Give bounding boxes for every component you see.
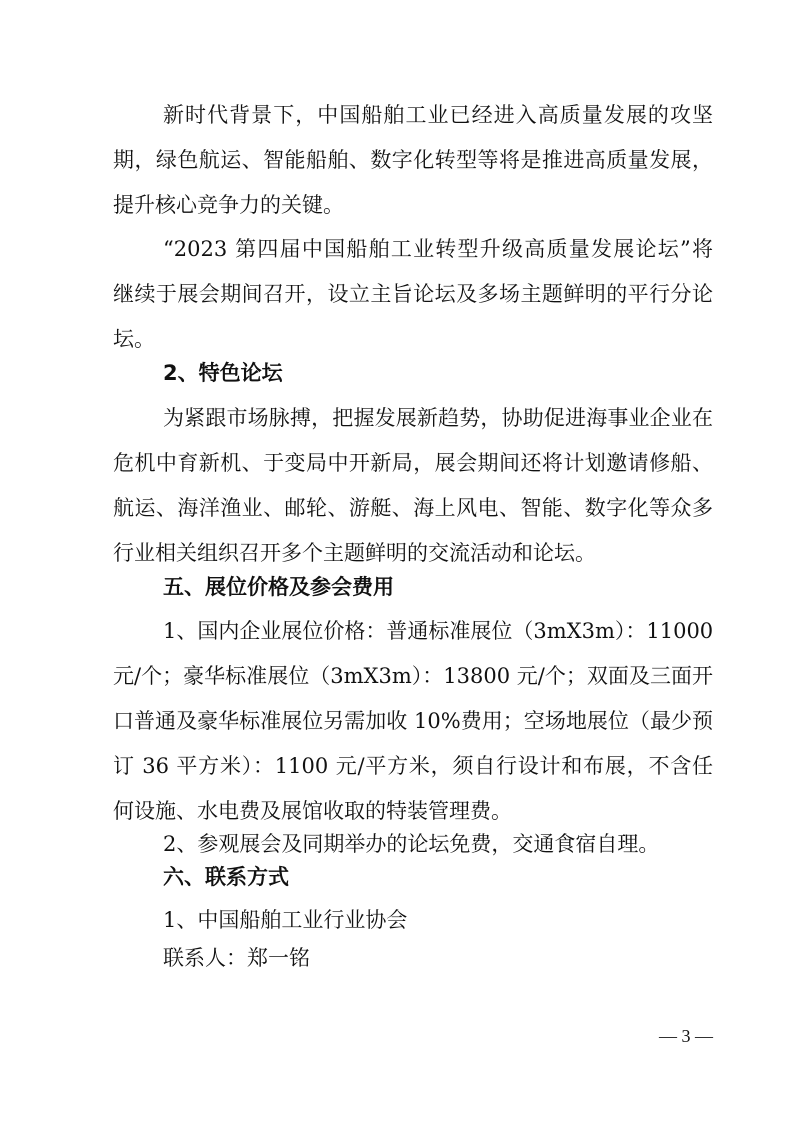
paragraph-line: 口普通及豪华标准展位另需加收 10%费用；空场地展位（最少预 [113,709,713,733]
paragraph-line: 坛。 [113,327,155,351]
section-heading: 六、联系方式 [163,865,289,889]
section-heading: 五、展位价格及参会费用 [163,575,394,599]
paragraph-line: 期，绿色航运、智能船舶、数字化转型等将是推进高质量发展， [113,148,713,172]
paragraph-line: 提升核心竞争力的关键。 [113,193,344,217]
paragraph-line: 订 36 平方米）：1100 元/平方米，须自行设计和布展，不含任 [113,754,713,778]
paragraph-line: 行业相关组织召开多个主题鲜明的交流活动和论坛。 [113,541,596,565]
paragraph-line: 航运、海洋渔业、邮轮、游艇、海上风电、智能、数字化等众多 [113,496,713,520]
paragraph-line: 元/个；豪华标准展位（3mX3m）：13800 元/个；双面及三面开 [113,664,713,688]
paragraph-line: 为紧跟市场脉搏，把握发展新趋势，协助促进海事业企业在 [163,406,713,430]
paragraph-line: 联系人：郑一铭 [163,946,310,970]
paragraph-line: 新时代背景下，中国船舶工业已经进入高质量发展的攻坚 [163,103,713,127]
paragraph-line: “2023 第四届中国船舶工业转型升级高质量发展论坛”将 [163,237,713,261]
paragraph-line: 何设施、水电费及展馆收取的特装管理费。 [113,799,512,823]
paragraph-line: 2、参观展会及同期举办的论坛免费，交通食宿自理。 [163,832,660,856]
paragraph-line: 1、中国船舶工业行业协会 [163,908,408,932]
page-number: — 3 — [659,1026,713,1046]
paragraph-line: 1、国内企业展位价格：普通标准展位（3mX3m）：11000 [163,619,714,643]
section-heading: 2、特色论坛 [163,361,283,385]
paragraph-line: 继续于展会期间召开，设立主旨论坛及多场主题鲜明的平行分论 [113,282,713,306]
paragraph-line: 危机中育新机、于变局中开新局，展会期间还将计划邀请修船、 [113,451,713,475]
